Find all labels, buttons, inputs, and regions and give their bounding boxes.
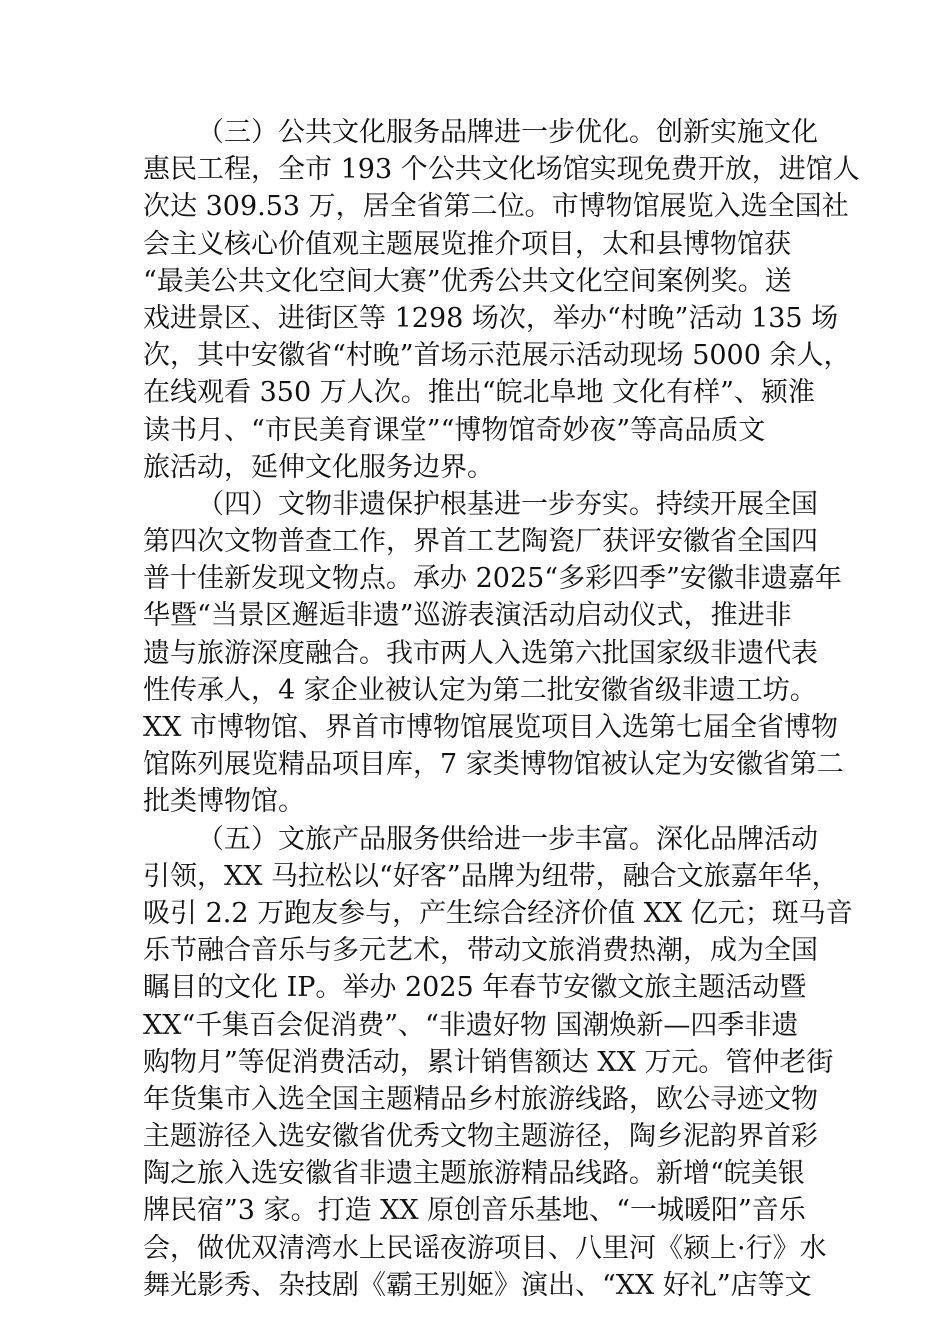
text-line: 在线观看 350 万人次。推出“皖北阜地 文化有样”、颍淮 xyxy=(143,377,815,409)
text-line: 第四次文物普查工作，界首工艺陶瓷厂获评安徽省全国四 xyxy=(143,526,818,558)
text-line: 乐节融合音乐与多元艺术，带动文旅消费热潮，成为全国 xyxy=(143,935,818,967)
text-line: XX 市博物馆、界首市博物馆展览项目入选第七届全省博物 xyxy=(143,712,839,743)
text-line: 陶之旅入选安徽省非遗主题旅游精品线路。新增“皖美银 xyxy=(143,1158,805,1190)
text-line: 瞩目的文化 IP。举办 2025 年春节安徽文旅主题活动暨 xyxy=(143,972,807,1004)
text-line: 旅活动，延伸文化服务边界。 xyxy=(143,451,494,483)
text-line: 年货集市入选全国主题精品乡村旅游线路，欧公寻迹文物 xyxy=(143,1083,818,1115)
text-line: 引领，XX 马拉松以“好客”品牌为纽带，融合文旅嘉年华， xyxy=(143,860,839,892)
paragraph-3-heading-line: （三）公共文化服务品牌进一步优化。创新实施文化 xyxy=(197,117,818,148)
text-line: 吸引 2.2 万跑友参与，产生综合经济价值 XX 亿元；斑马音 xyxy=(143,897,853,929)
text-line: XX“千集百会促消费”、“非遗好物 国潮焕新—四季非遗 xyxy=(143,1009,799,1041)
text-line: 次达 309.53 万，居全省第二位。市博物馆展览入选全国社 xyxy=(143,191,849,223)
text-line: 华暨“当景区邂逅非遗”巡游表演活动启动仪式，推进非 xyxy=(143,600,792,632)
text-line: 戏进景区、进街区等 1298 场次，举办“村晚”活动 135 场 xyxy=(143,302,839,334)
text-line: 性传承人，4 家企业被认定为第二批安徽省级非遗工坊。 xyxy=(143,674,817,706)
text-line: “最美公共文化空间大赛”优秀公共文化空间案例奖。送 xyxy=(143,265,792,297)
text-line: 批类博物馆。 xyxy=(143,786,305,818)
text-line: 普十佳新发现文物点。承办 2025“多彩四季”安徽非遗嘉年 xyxy=(143,563,842,595)
text-line: 舞光影秀、杂技剧《霸王别姬》演出、“XX 好礼”店等文 xyxy=(143,1269,812,1301)
text-line: 主题游径入选安徽省优秀文物主题游径，陶乡泥韵界首彩 xyxy=(143,1121,818,1153)
text-line: 会主义核心价值观主题展览推介项目，太和县博物馆获 xyxy=(143,228,791,260)
text-line: 读书月、“市民美育课堂”“博物馆奇妙夜”等高品质文 xyxy=(143,414,766,446)
paragraph-5-heading-line: （五）文旅产品服务供给进一步丰富。深化品牌活动 xyxy=(197,823,818,855)
text-line: 购物月”等促消费活动，累计销售额达 XX 万元。管仲老街 xyxy=(143,1046,834,1078)
text-line: 牌民宿”3 家。打造 XX 原创音乐基地、“一城暖阳”音乐 xyxy=(143,1195,806,1227)
text-line: 会，做优双清湾水上民谣夜游项目、八里河《颍上·行》水 xyxy=(143,1232,827,1264)
paragraph-4-heading-line: （四）文物非遗保护根基进一步夯实。持续开展全国 xyxy=(197,488,818,520)
text-line: 馆陈列展览精品项目库，7 家类博物馆被认定为安徽省第二 xyxy=(143,749,844,781)
document-body xyxy=(143,114,860,1304)
text-line: 次，其中安徽省“村晚”首场示范展示活动现场 5000 余人， xyxy=(143,340,851,372)
text-line: 惠民工程，全市 193 个公共文化场馆实现免费开放，进馆人 xyxy=(143,154,860,186)
text-line: 遗与旅游深度融合。我市两人入选第六批国家级非遗代表 xyxy=(143,637,818,669)
